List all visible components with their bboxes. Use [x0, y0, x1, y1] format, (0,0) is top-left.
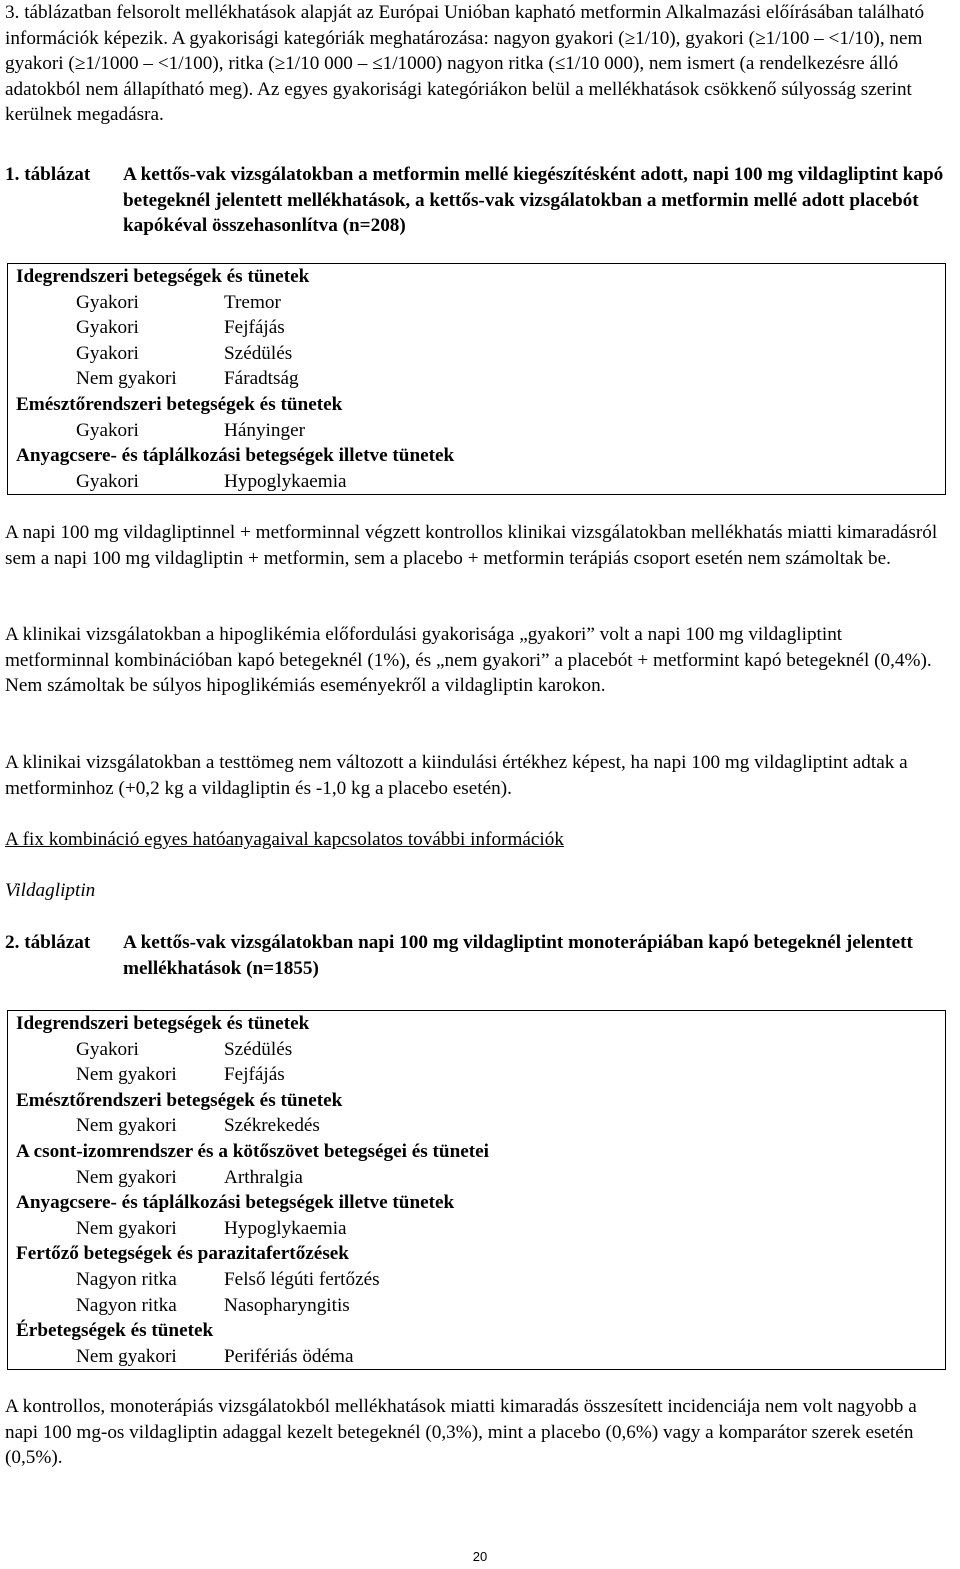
- table-row: [16, 1344, 945, 1370]
- table-category-row: Fertőző betegségek és parazitafertőzések: [16, 1243, 349, 1265]
- adverse-effect-cell: Hányinger: [224, 419, 305, 441]
- adverse-effect-cell: Szédülés: [224, 1038, 293, 1060]
- table-row: [16, 1293, 945, 1319]
- table-category-row: A csont-izomrendszer és a kötőszövet betegségei és tünetei: [16, 1140, 490, 1162]
- frequency-cell: Gyakori: [76, 291, 139, 313]
- table-category-row: Érbetegségek és tünetek: [16, 1320, 214, 1342]
- table-category-row: Emésztőrendszeri betegségek és tünetek: [16, 1089, 343, 1111]
- paragraph-body-weight: A klinikai vizsgálatokban a testtömeg nem változott a kiindulási értékhez képest, ha napi 100 mg vildagliptint adtak a metforminhoz (+0,2 kg a vildagliptin és -1,0 kg a placebo esetén).: [5, 752, 908, 799]
- paragraph-hypoglycaemia: A klinikai vizsgálatokban a hipoglikémia előfordulási gyakorisága „gyakori” volt a napi 100 mg vildagliptint metforminnal kombinációban kapó betegeknél (1%), és „nem gyakori” a placebót + metformint kapó betegeknél (0,4%). Nem számoltak be súlyos hipoglikémiás eseményekről a vildagliptin karokon.: [5, 624, 932, 697]
- table-category-row: Anyagcsere- és táplálkozási betegségek illetve tünetek: [16, 445, 455, 467]
- frequency-cell: Nem gyakori: [76, 1217, 177, 1239]
- table-category-row: Anyagcsere- és táplálkozási betegségek illetve tünetek: [16, 1192, 455, 1214]
- table-row: [16, 341, 945, 367]
- paragraph-discontinuation: A napi 100 mg vildagliptinnel + metforminnal végzett kontrollos klinikai vizsgálatokban mellékhatás miatti kimaradásról sem a napi 100 mg vildagliptin + metformin, sem a placebo + metformin terápiás csoport esetén nem számoltak be.: [5, 522, 938, 569]
- frequency-cell: Gyakori: [76, 342, 139, 364]
- adverse-effect-cell: Perifériás ödéma: [224, 1345, 354, 1367]
- table-row: [16, 366, 945, 392]
- section-link-further-info[interactable]: A fix kombináció egyes hatóanyagaival kapcsolatos további információk: [5, 829, 564, 850]
- table-row: [16, 1113, 945, 1139]
- adverse-effect-cell: Fejfájás: [224, 1064, 285, 1086]
- table2-caption-text: A kettős-vak vizsgálatokban napi 100 mg vildagliptint monoterápiában kapó betegeknél jelentett mellékhatások (n=1855): [123, 932, 913, 979]
- frequency-cell: Gyakori: [76, 419, 139, 441]
- table-row: [16, 1267, 945, 1293]
- adverse-effect-cell: Tremor: [224, 291, 281, 313]
- frequency-cell: Gyakori: [76, 1038, 139, 1060]
- table1-caption: [5, 162, 950, 239]
- table-row: [16, 290, 945, 316]
- adverse-effect-cell: Hypoglykaemia: [224, 470, 347, 492]
- frequency-cell: Nagyon ritka: [76, 1294, 177, 1316]
- table-category-row: Idegrendszeri betegségek és tünetek: [16, 266, 310, 287]
- table-row: [16, 1165, 945, 1191]
- frequency-cell: Nagyon ritka: [76, 1268, 177, 1290]
- table-category-row: Idegrendszeri betegségek és tünetek: [16, 1013, 310, 1034]
- frequency-cell: Gyakori: [76, 470, 139, 492]
- table-row: [16, 1037, 945, 1063]
- frequency-cell: Nem gyakori: [76, 1166, 177, 1188]
- table1-caption-text: A kettős-vak vizsgálatokban a metformin mellé kiegészítésként adott, napi 100 mg vildagliptint kapó betegeknél jelentett mellékhatások, a kettős-vak vizsgálatokban a metformin mellé adott placebót kapókéval összehasonlítva (n=208): [123, 164, 944, 237]
- frequency-cell: Nem gyakori: [76, 1064, 177, 1086]
- table-row: [16, 1216, 945, 1242]
- table-category-row: Emésztőrendszeri betegségek és tünetek: [16, 393, 343, 415]
- subsection-title-vildagliptin: Vildagliptin: [5, 880, 96, 901]
- adverse-effect-cell: Felső légúti fertőzés: [224, 1268, 380, 1290]
- adverse-effect-cell: Fejfájás: [224, 317, 285, 339]
- frequency-cell: Nem gyakori: [76, 368, 177, 390]
- table-row: [16, 315, 945, 341]
- adverse-effect-cell: Nasopharyngitis: [224, 1294, 350, 1316]
- page-number: 20: [472, 1549, 488, 1564]
- paragraph-monotherapy-discontinuation: A kontrollos, monoterápiás vizsgálatokból mellékhatások miatti kimaradás összesített incidenciája nem volt nagyobb a napi 100 mg-os vildagliptin adaggal kezelt betegeknél (0,3%), mint a placebo (0,6%) vagy a komparátor szerek esetén (0,5%).: [5, 1396, 917, 1469]
- adverse-effect-cell: Fáradtság: [224, 368, 299, 390]
- table2-caption: [5, 930, 950, 981]
- table-row: [16, 469, 945, 495]
- table1-number: 1. táblázat: [5, 164, 91, 185]
- intro-paragraph: 3. táblázatban felsorolt mellékhatások alapját az Európai Unióban kapható metformin Alkalmazási előírásában található információk képezik. A gyakorisági kategóriák meghatározása: nagyon gyakori (≥1/10), gyakori (≥1/100 – <1/10), nem gyakori (≥1/1000 – <1/100), ritka (≥1/10 000 – ≤1/1000) nagyon ritka (≤1/10 000), nem ismert (a rendelkezésre álló adatokból nem állapítható meg). Az egyes gyakorisági kategóriákon belül a mellékhatások csökkenő súlyosság szerint kerülnek megadásra.: [5, 2, 925, 126]
- table2: [7, 1010, 946, 1370]
- frequency-cell: Nem gyakori: [76, 1115, 177, 1137]
- frequency-cell: Nem gyakori: [76, 1345, 177, 1367]
- frequency-cell: Gyakori: [76, 317, 139, 339]
- adverse-effect-cell: Szédülés: [224, 342, 293, 364]
- adverse-effect-cell: Székrekedés: [224, 1115, 320, 1137]
- table-row: [16, 418, 945, 444]
- table1: [7, 263, 946, 495]
- table2-number: 2. táblázat: [5, 932, 91, 953]
- table-row: [16, 1062, 945, 1088]
- adverse-effect-cell: Hypoglykaemia: [224, 1217, 347, 1239]
- adverse-effect-cell: Arthralgia: [224, 1166, 303, 1188]
